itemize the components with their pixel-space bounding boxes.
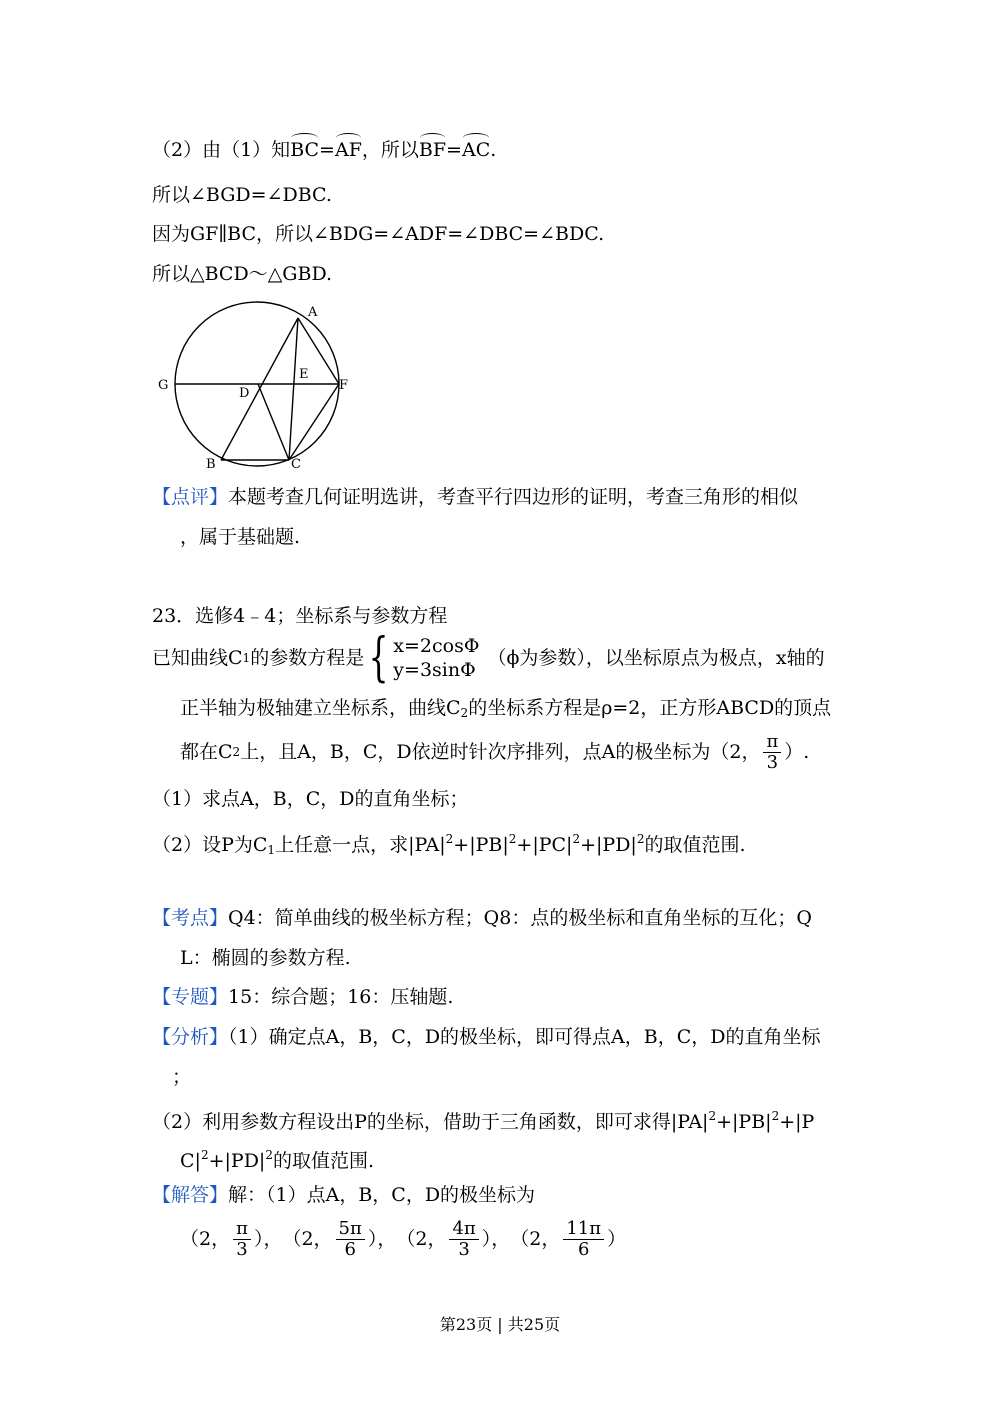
question-line-3 xyxy=(180,728,809,776)
superscript: 2 xyxy=(200,1148,209,1162)
fenxi-text: C| xyxy=(180,1150,201,1172)
numerator: π xyxy=(763,732,781,753)
proof-line-3: 因为GF∥BC，所以∠BDG=∠ADF=∠DBC=∠BDC. xyxy=(152,223,605,245)
paren: ） xyxy=(607,1228,627,1250)
superscript: 2 xyxy=(771,1109,780,1123)
proof-line-2: 所以∠BGD=∠DBC. xyxy=(152,184,332,206)
fenxi-text: （1）确定点A，B，C，D的极坐标，即可得点A，B，C，D的直角坐标 xyxy=(228,1026,821,1048)
paren: （2， xyxy=(510,1228,561,1250)
subscript: 1 xyxy=(242,651,251,665)
proof-text: （2）由（1）知 xyxy=(152,139,291,161)
paren: （2， xyxy=(282,1228,333,1250)
zhuanti-line xyxy=(152,985,453,1009)
kaodian-line-2: L：椭圆的参数方程. xyxy=(180,947,351,969)
proof-line-1 xyxy=(152,138,496,162)
fenxi-text: 的取值范围. xyxy=(272,1150,375,1172)
fenxi-text: +|PD| xyxy=(208,1150,266,1172)
kaodian-line-1 xyxy=(152,906,812,930)
subscript: 2 xyxy=(232,745,241,759)
fenxi-text: +|PB| xyxy=(716,1111,772,1133)
question-text: （2）设P为C xyxy=(152,834,268,856)
jieda-tag: 【解答】 xyxy=(152,1184,229,1206)
label-e: E xyxy=(299,367,309,382)
question-text: 的坐标系方程是ρ=2，正方形ABCD的顶点 xyxy=(468,697,832,719)
denominator: 3 xyxy=(236,1238,248,1260)
segment-ac xyxy=(289,318,298,460)
fraction-pi-3 xyxy=(233,1219,251,1260)
jieda-coords xyxy=(180,1214,626,1264)
denominator: 6 xyxy=(578,1238,590,1260)
superscript: 2 xyxy=(708,1109,717,1123)
fraction-pi-3 xyxy=(763,732,781,773)
proof-text: . xyxy=(490,139,497,161)
fenxi-text: +|P xyxy=(779,1111,815,1133)
denominator: 6 xyxy=(344,1238,356,1260)
paren: （2， xyxy=(180,1228,231,1250)
fenxi-line-2: ； xyxy=(172,1066,192,1088)
superscript: 2 xyxy=(572,832,581,846)
question-text: 已知曲线C xyxy=(152,647,243,669)
subquestion-1: （1）求点A，B，C，D的直角坐标； xyxy=(152,788,469,810)
subquestion-2 xyxy=(152,827,746,862)
fenxi-tag: 【分析】 xyxy=(152,1026,229,1048)
page-footer: 第23页 | 共25页 xyxy=(439,1315,561,1334)
equals-sign: = xyxy=(446,139,462,161)
fraction-5pi-6 xyxy=(336,1219,365,1260)
fenxi-line-3 xyxy=(152,1104,814,1134)
question-title: 23．选修4﹣4；坐标系与参数方程 xyxy=(152,605,448,627)
paren: ）， xyxy=(481,1228,511,1250)
denominator: 3 xyxy=(458,1238,470,1260)
question-text: +|PD| xyxy=(580,834,637,856)
review-text: 本题考查几何证明选讲，考查平行四边形的证明，考查三角形的相似 xyxy=(228,486,799,508)
fenxi-text: （2）利用参数方程设出P的坐标，借助于三角函数，即可求得|PA| xyxy=(152,1111,709,1133)
subscript: 1 xyxy=(267,843,276,857)
paren: ）， xyxy=(253,1228,283,1250)
subscript: 2 xyxy=(460,706,469,720)
question-text: 都在C xyxy=(180,741,233,763)
label-d: D xyxy=(239,386,250,401)
kaodian-text: Q4：简单曲线的极坐标方程；Q8：点的极坐标和直角坐标的互化；Q xyxy=(228,907,812,929)
fraction-11pi-6 xyxy=(563,1219,604,1260)
question-text: 上任意一点，求|PA| xyxy=(275,834,446,856)
question-text: 上，且A，B，C，D依逆时针次序排列，点A的极坐标为（2， xyxy=(240,741,761,763)
arc-ac: AC xyxy=(461,139,491,161)
paren: （2， xyxy=(396,1228,447,1250)
superscript: 2 xyxy=(445,832,454,846)
segment-cf xyxy=(289,384,339,460)
question-text: +|PB| xyxy=(453,834,509,856)
proof-text: ，所以 xyxy=(361,139,419,161)
arc-bc: BC xyxy=(290,139,320,161)
proof-line-4: 所以△BCD～△GBD. xyxy=(152,263,333,285)
review-line-2: ，属于基础题. xyxy=(180,526,301,548)
equation-y: y=3sinΦ xyxy=(393,659,476,681)
kaodian-tag: 【考点】 xyxy=(152,907,229,929)
label-c: C xyxy=(291,457,301,472)
numerator: 5π xyxy=(336,1219,365,1240)
numerator: 4π xyxy=(449,1219,478,1240)
review-tag: 【点评】 xyxy=(152,486,229,508)
superscript: 2 xyxy=(508,832,517,846)
question-text: 正半轴为极轴建立坐标系，曲线C xyxy=(180,697,461,719)
label-b: B xyxy=(206,457,216,472)
numerator: π xyxy=(233,1219,251,1240)
question-text: 的取值范围. xyxy=(644,834,746,856)
jieda-text: 解：（1）点A，B，C，D的极坐标为 xyxy=(228,1184,536,1206)
equation-x: x=2cosΦ xyxy=(393,635,480,657)
review-line-1 xyxy=(152,485,798,509)
question-text: 的参数方程是 xyxy=(250,647,365,669)
question-line-2 xyxy=(180,696,831,725)
arc-bf: BF xyxy=(418,139,447,161)
zhuanti-tag: 【专题】 xyxy=(152,986,229,1008)
superscript: 2 xyxy=(265,1148,273,1162)
question-text: +|PC| xyxy=(516,834,573,856)
numerator: 11π xyxy=(563,1219,604,1240)
question-line-1 xyxy=(152,628,825,688)
left-brace-icon: { xyxy=(368,628,389,688)
label-f: F xyxy=(339,378,349,393)
jieda-line-1 xyxy=(152,1183,535,1207)
fraction-4pi-3 xyxy=(449,1219,478,1260)
denominator: 3 xyxy=(766,751,779,773)
equals-sign: = xyxy=(319,139,335,161)
question-text: （ϕ为参数），以坐标原点为极点，x轴的 xyxy=(487,647,825,669)
circle-geometry-figure xyxy=(155,300,355,475)
question-text: ）. xyxy=(784,741,810,763)
label-a: A xyxy=(308,305,318,320)
parametric-system xyxy=(364,628,480,688)
superscript: 2 xyxy=(636,832,645,846)
fenxi-line-4 xyxy=(180,1143,374,1173)
zhuanti-text: 15：综合题；16：压轴题. xyxy=(228,986,454,1008)
segment-dc xyxy=(258,384,289,460)
paren: ）， xyxy=(367,1228,397,1250)
fenxi-line-1 xyxy=(152,1025,821,1049)
label-g: G xyxy=(158,378,169,393)
arc-af: AF xyxy=(334,139,362,161)
